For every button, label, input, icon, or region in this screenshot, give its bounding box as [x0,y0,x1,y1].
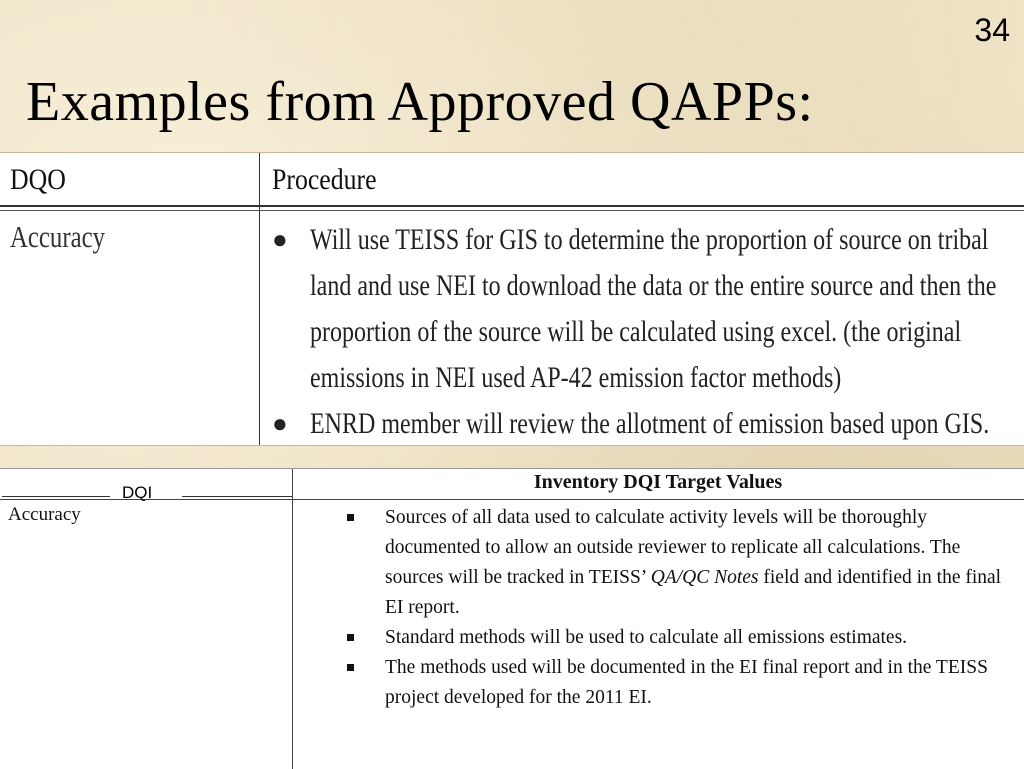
table-header-row [0,153,1024,205]
dqi-header-rule [182,496,292,497]
dqi-target-table [0,468,1024,769]
dqo-procedure-table [0,152,1024,446]
target-text: Standard methods will be used to calculate all emissions estimates. [385,627,908,648]
list-item [272,401,1012,447]
slide-number: 34 [974,12,1010,48]
dqi-column-header: DQI [122,483,153,502]
square-bullet-icon [347,664,354,671]
list-item [345,623,1021,653]
procedure-list [272,217,1012,447]
target-values-list [345,503,1021,713]
accuracy-row-label: Accuracy [8,504,81,525]
accuracy-row-label: Accuracy [10,219,105,254]
square-bullet-icon [347,514,354,521]
procedure-column-header: Procedure [272,163,377,196]
square-bullet-icon [347,634,354,641]
target-text: The methods used will be documented in the EI final report and in the TEISS project developed for the 2011 EI. [385,657,988,708]
procedure-text: ENRD member will review the allotment of emission based upon GIS. [310,407,990,440]
header-divider [0,499,1024,500]
list-item [345,653,1021,713]
qaqc-notes-text: QA/QC Notes [650,567,759,588]
target-text: field and identified in the final EI report. [385,567,1002,618]
dqo-column-header: DQO [10,163,66,196]
dqi-header-rule [2,496,110,497]
list-item [272,217,1012,401]
slide-title: Examples from Approved QAPPs: [26,71,814,133]
target-text: Sources of all data used to calculate activity levels will be thoroughly documented to allow an outside reviewer to replicate all calculations. The sources will be tracked in TEISS’ [385,507,961,588]
procedure-text: Will use TEISS for GIS to determine the proportion of source on tribal land and use NEI to download the data or the entire source and then the proportion of the source will be calculated using excel. (the original emissions in NEI used AP-42 emission factor methods) [310,223,997,394]
header-divider [0,210,1024,211]
column-divider [292,469,293,769]
column-divider [259,153,260,445]
bullet-icon: ● [272,409,288,438]
target-values-header: Inventory DQI Target Values [533,471,783,493]
header-divider [0,205,1024,207]
list-item [345,503,1021,623]
bullet-icon: ● [272,225,288,254]
